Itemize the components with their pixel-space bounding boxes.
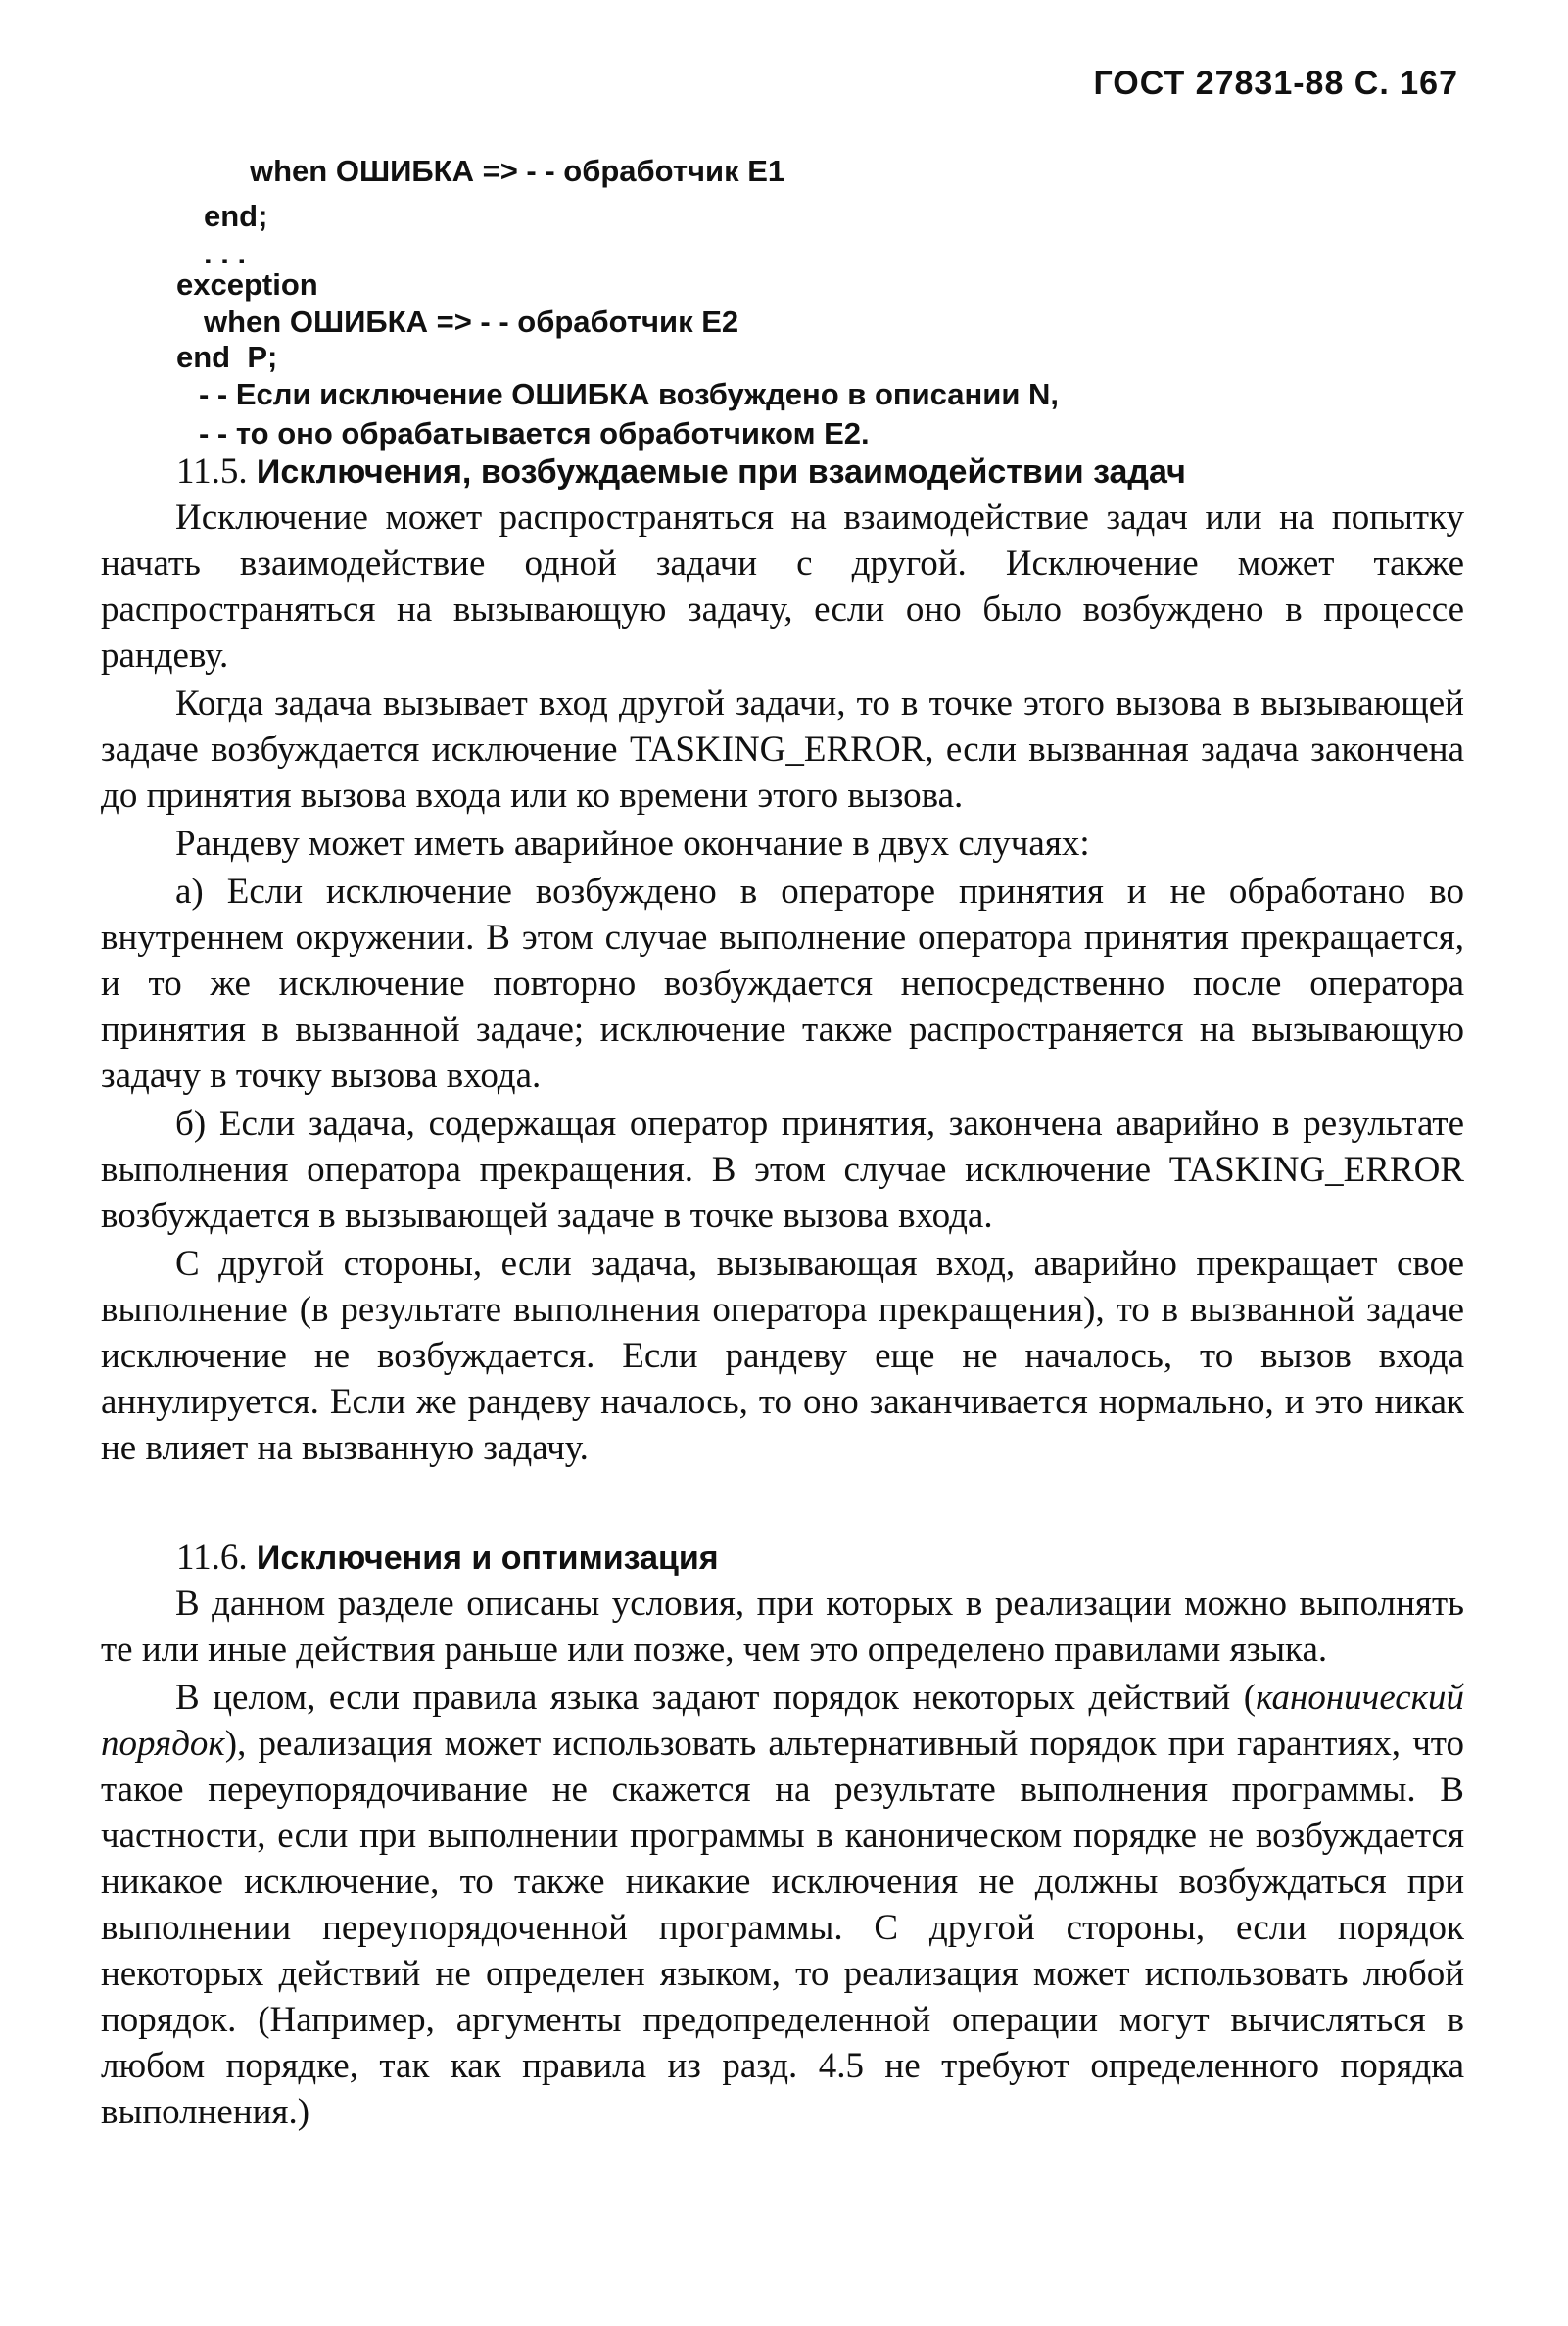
section-number: 11.6. — [176, 1538, 248, 1578]
code-comment: - - Если исключение ОШИБКА возбуждено в описании N, — [199, 377, 1059, 411]
text-run: ), реализация может использовать альтернативный порядок при гарантиях, что такое переупорядочивание не скажется на результате выполнения программы. В частности, если при выполнении программы в каноническом порядке не возбуждается никакое исключение, то также никакие исключения не должны возбуждаться при выполнении переупорядоченной программы. С другой стороны, если порядок некоторых действий не определен языком, то реализация может использовать любой порядок. (Например, аргументы предопределенной операции могут вычисляться в любом порядке, так как правила из разд. 4.5 не требуют определенного порядка выполнения.) — [101, 1724, 1464, 2132]
text-run: В целом, если правила языка задают порядок некоторых действий ( — [175, 1678, 1257, 1718]
paragraph: Исключение может распространяться на взаимодействие задач или на попытку начать взаимодействие одной задачи с другой. Исключение может также распространяться на вызывающую задачу, если оно было возбуждено в процессе рандеву. — [101, 498, 1464, 676]
paragraph-item-b: б) Если задача, содержащая оператор принятия, закончена аварийно в результате выполнения оператора прекращения. В этом случае исключение TASKING_ERROR возбуждается в вызывающей задаче в точке вызова входа. — [101, 1104, 1464, 1236]
code-line: end P; — [176, 340, 278, 374]
code-line: exception — [176, 267, 318, 302]
code-line: when ОШИБКА => - - обработчик Е2 — [204, 305, 739, 339]
code-line: when ОШИБКА => - - обработчик Е1 — [250, 154, 785, 188]
section-heading-11-6 — [176, 1535, 719, 1582]
section-11-6-body — [101, 1581, 1464, 2137]
paragraph-item-a: а) Если исключение возбуждено в операторе принятия и не обработано во внутреннем окружении. В этом случае выполнение оператора принятия прекращается, и то же исключение повторно возбуждается непосредственно после оператора принятия в вызванной задаче; исключение также распространяется на вызывающую задачу в точку вызова входа. — [101, 872, 1464, 1096]
paragraph: В данном разделе описаны условия, при которых в реализации можно выполнять те или иные действия раньше или позже, чем это определено правилами языка. — [101, 1584, 1464, 1670]
code-line: end; — [204, 199, 268, 233]
section-heading-11-5 — [176, 449, 1186, 496]
code-comment: - - то оно обрабатывается обработчиком Е2. — [199, 416, 870, 451]
section-title: Исключения, возбуждаемые при взаимодействии задач — [256, 453, 1186, 491]
section-11-5-body — [101, 495, 1464, 1473]
paragraph: Когда задача вызывает вход другой задачи, то в точке этого вызова в вызывающей задаче возбуждается исключение TASKING_ERROR, если вызванная задача закончена до принятия вызова входа или ко времени этого вызова. — [101, 684, 1464, 816]
page-header: ГОСТ 27831-88 С. 167 — [1093, 65, 1458, 102]
italic-term: канонический порядок — [101, 1678, 1464, 1764]
paragraph — [101, 1675, 1464, 2135]
code-line: . . . — [204, 236, 247, 270]
section-title: Исключения и оптимизация — [256, 1540, 719, 1577]
paragraph: Рандеву может иметь аварийное окончание в двух случаях: — [175, 824, 1090, 864]
section-number: 11.5. — [176, 451, 248, 492]
paragraph: С другой стороны, если задача, вызывающая вход, аварийно прекращает свое выполнение (в результате выполнения оператора прекращения), то в вызванной задаче исключение не возбуждается. Если рандеву еще не началось, то вызов входа аннулируется. Если же рандеву началось, то оно заканчивается нормально, и это никак не влияет на вызванную задачу. — [101, 1244, 1464, 1468]
